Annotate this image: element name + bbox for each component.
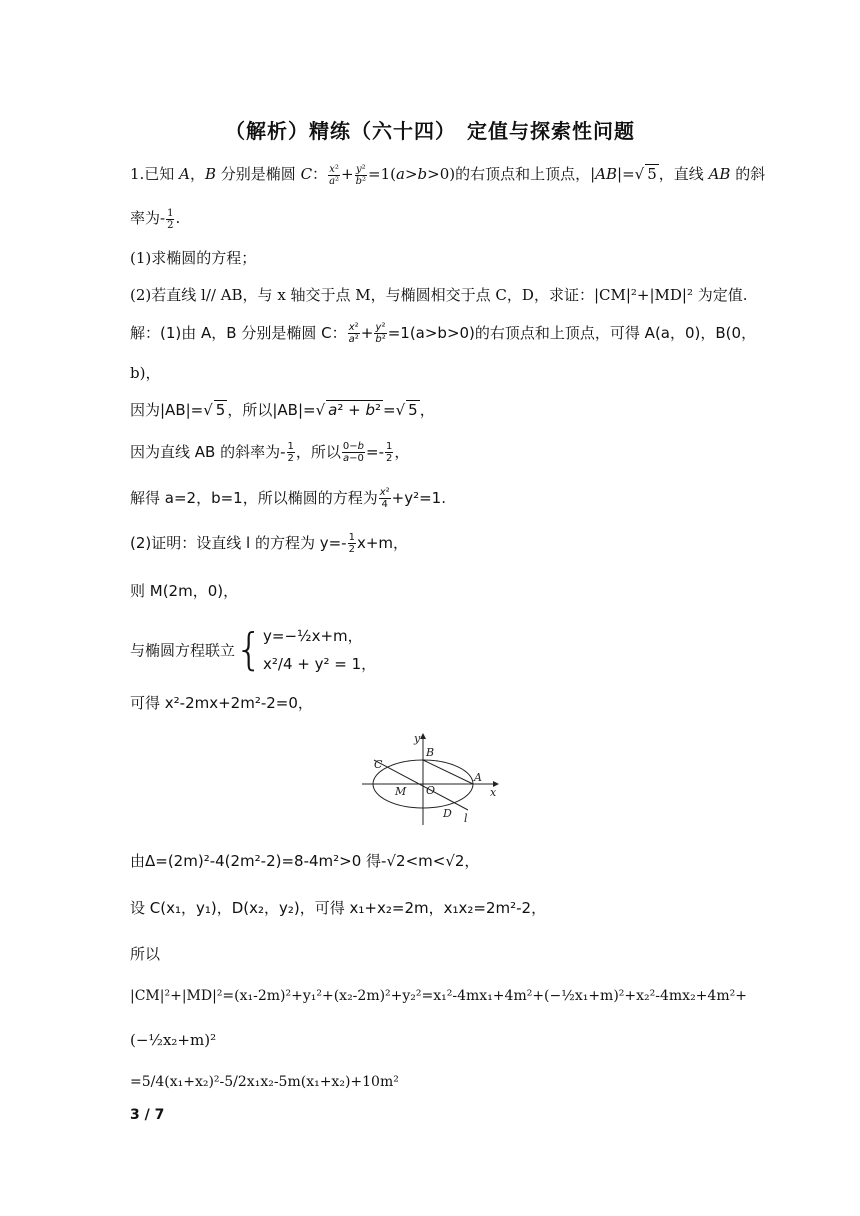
problem-line-1: 1.已知 A，B 分别是椭圆 C： $\frac{\text{x²}}{\text{a²}}$ + $\frac{\text{y²}}{\text{b²}}$ =1(a>b>0)的右顶点和上顶点，|AB|=√ 5 ，直线 AB 的斜 — [130, 163, 766, 187]
label-a: A — [474, 771, 482, 784]
solution-line-5: 解得 a=2，b=1，所以椭圆的方程为 $\frac{\text{x²}}{4}$ +y²=1. — [130, 487, 446, 510]
label-c: C — [374, 758, 383, 771]
page-number: 3 / 7 — [130, 1107, 165, 1123]
label-d: D — [443, 807, 452, 820]
system-eq-2: x²/4 + y² = 1， — [263, 655, 377, 673]
label-y: y — [414, 732, 421, 745]
solution-line-15: =5/4(x₁+x₂)²-5/2x₁x₂-5m(x₁+x₂)+10m² — [130, 1074, 399, 1090]
solution-line-9: 可得 x²-2mx+2m²-2=0， — [130, 694, 313, 712]
solution-line-6: (2)证明：设直线 l 的方程为 y=- $\frac{1}{2}$ x+m， — [130, 532, 409, 555]
label-l: l — [464, 812, 468, 825]
problem-part-2: (2)若直线 l// AB，与 x 轴交于点 M，与椭圆相交于点 C，D，求证：|CM|²+|MD|² 为定值. — [130, 286, 748, 304]
system-eq-1: y=−½x+m， — [263, 627, 363, 645]
solution-line-2: b)， — [130, 364, 161, 382]
line-l — [374, 760, 468, 810]
solution-line-10: 由Δ=(2m)²-4(2m²-2)=8-4m²>0 得-√2<m<√2， — [130, 852, 480, 870]
label-b: B — [426, 746, 435, 759]
solution-line-12: 所以 — [130, 945, 161, 963]
solution-line-7: 则 M(2m，0)， — [130, 582, 239, 600]
label-x: x — [490, 786, 497, 799]
solution-line-13: |CM|²+|MD|²=(x₁-2m)²+y₁²+(x₂-2m)²+y₂²=x₁²-4mx₁+4m²+(−½x₁+m)²+x₂²-4mx₂+4m²+ — [130, 988, 747, 1004]
solution-line-14: (−½x₂+m)² — [130, 1031, 217, 1049]
ellipse-figure — [360, 730, 505, 830]
page-title: （解析）精练（六十四） 定值与探索性问题 — [225, 119, 635, 143]
solution-line-11: 设 C(x₁，y₁)，D(x₂，y₂)，可得 x₁+x₂=2m，x₁x₂=2m²-2， — [130, 899, 547, 917]
problem-part-1: (1)求椭圆的方程； — [130, 249, 257, 267]
label-m: M — [395, 785, 407, 798]
solution-line-3: 因为|AB|=√ 5 ，所以|AB|=√ a² + b² =√ 5 ， — [130, 401, 435, 419]
problem-line-2: 率为- $\frac{1}{2}$ . — [130, 207, 181, 231]
label-o: O — [426, 784, 436, 797]
solution-line-8: 与椭圆方程联立{y=−½x+m， x²/4 + y² = 1， — [130, 624, 377, 675]
solution-line-4: 因为直线 AB 的斜率为- $\frac{1}{2}$ ，所以 $\frac{0-b}{a-0}$ =- $\frac{1}{2}$ ， — [130, 441, 410, 464]
solution-line-1: 解：(1)由 A，B 分别是椭圆 C： $\frac{\text{x²}}{\text{a²}}$ + $\frac{\text{y²}}{\text{b²}}$ =1(a>b>0)的右顶点和上顶点，可得 A(a，0)，B(0， — [130, 322, 757, 345]
